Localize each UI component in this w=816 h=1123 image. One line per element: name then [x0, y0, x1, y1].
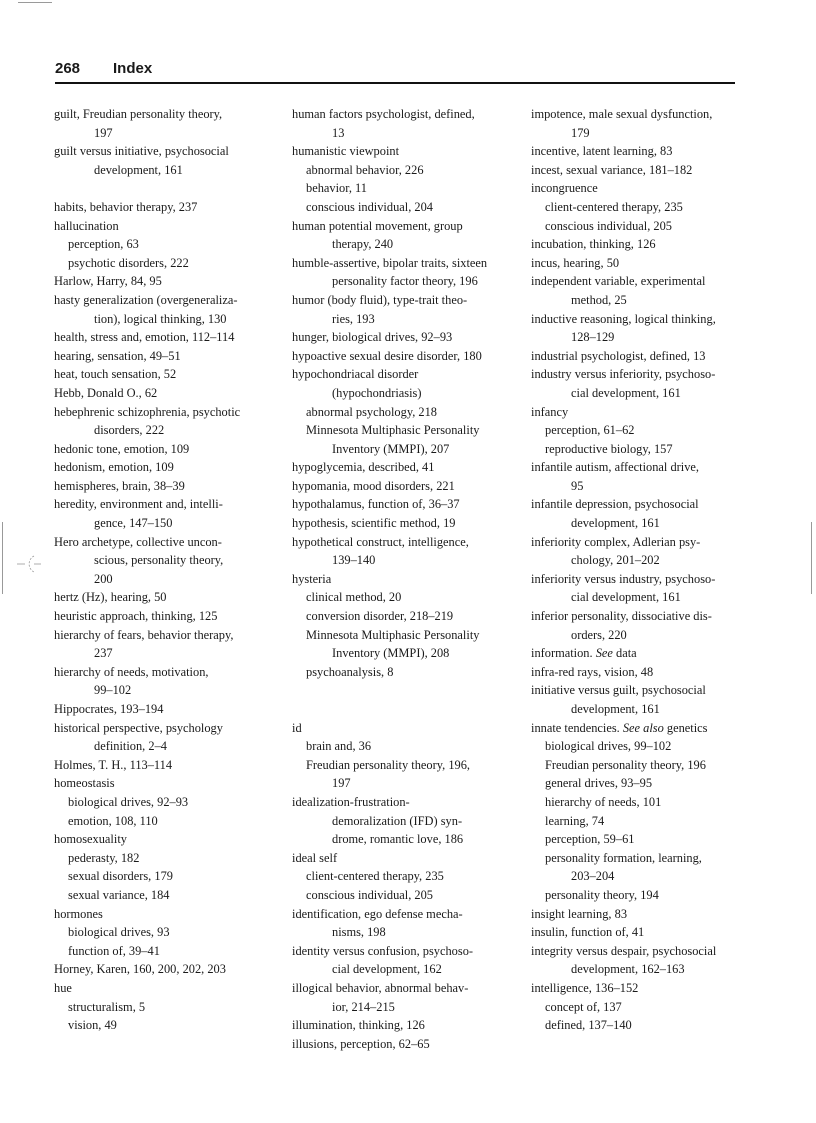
registration-mark-icon	[16, 553, 42, 575]
index-subentry: abnormal behavior, 226	[306, 162, 424, 177]
index-entry: initiative versus guilt, psychosocial	[531, 683, 706, 698]
index-entry: Hebb, Donald O., 62	[54, 385, 158, 400]
index-subentry: sexual disorders, 179	[68, 869, 173, 884]
index-entry: infantile autism, affectional drive,	[531, 460, 700, 475]
index-entry: hue	[54, 980, 72, 995]
index-subentry: emotion, 108, 110	[68, 813, 158, 828]
index-entry-continuation: 203–204	[571, 869, 615, 884]
index-subentry: client-centered therapy, 235	[545, 199, 683, 214]
index-entry: hypothesis, scientific method, 19	[292, 516, 456, 531]
index-entry: heat, touch sensation, 52	[54, 367, 177, 382]
index-entry-continuation: cial development, 161	[571, 590, 681, 605]
index-entry-continuation: personality factor theory, 196	[332, 274, 478, 289]
index-subentry: perception, 61–62	[545, 423, 635, 438]
index-subentry: Minnesota Multiphasic Personality	[306, 627, 480, 642]
index-entry: inductive reasoning, logical thinking,	[531, 311, 716, 326]
index-entry: humble-assertive, bipolar traits, sixteen	[292, 255, 488, 270]
index-entry: Hero archetype, collective uncon-	[54, 534, 222, 549]
index-column-3	[531, 105, 753, 1035]
index-subentry: psychoanalysis, 8	[306, 664, 394, 679]
index-entry: impotence, male sexual dysfunction,	[531, 107, 713, 121]
index-entry: industry versus inferiority, psychoso-	[531, 367, 716, 382]
index-entry: ideal self	[292, 850, 338, 865]
left-edge-mark	[2, 522, 3, 594]
index-subentry: clinical method, 20	[306, 590, 402, 605]
index-subentry: Freudian personality theory, 196	[545, 757, 706, 772]
index-subentry: biological drives, 92–93	[68, 794, 189, 809]
index-entry-continuation: definition, 2–4	[94, 739, 167, 754]
index-entry: insulin, function of, 41	[531, 925, 645, 940]
index-entry: identification, ego defense mecha-	[292, 906, 463, 921]
index-entry: incongruence	[531, 181, 598, 196]
index-entry: guilt versus initiative, psychosocial	[54, 144, 229, 159]
index-entry: incubation, thinking, 126	[531, 237, 656, 252]
index-entry-continuation: nisms, 198	[332, 925, 386, 940]
index-subentry: conversion disorder, 218–219	[306, 609, 454, 624]
index-subentry: conscious individual, 205	[306, 887, 433, 902]
index-subentry: biological drives, 93	[68, 925, 170, 940]
index-spacer	[292, 700, 514, 719]
index-entry	[531, 719, 753, 738]
index-entry-continuation: 139–140	[332, 553, 376, 568]
index-entry: insight learning, 83	[531, 906, 628, 921]
index-entry: hypomania, mood disorders, 221	[292, 478, 455, 493]
index-entry: illusions, perception, 62–65	[292, 1036, 430, 1051]
index-entry: integrity versus despair, psychosocial	[531, 943, 717, 958]
index-spacer	[54, 179, 274, 198]
index-subentry: learning, 74	[545, 813, 605, 828]
index-entry: Holmes, T. H., 113–114	[54, 757, 173, 772]
index-entry: infancy	[531, 404, 569, 419]
index-entry-continuation: 99–102	[94, 683, 132, 698]
index-subentry: perception, 59–61	[545, 832, 635, 847]
index-entry	[531, 644, 753, 663]
page-header	[55, 58, 735, 84]
index-entry-continuation: development, 162–163	[571, 962, 685, 977]
right-edge-mark	[811, 522, 812, 594]
index-entry-continuation: 128–129	[571, 330, 615, 345]
index-entry: homosexuality	[54, 832, 127, 847]
index-entry-continuation: disorders, 222	[94, 423, 165, 438]
index-subentry: concept of, 137	[545, 999, 622, 1014]
index-entry-continuation: 95	[571, 478, 584, 493]
index-column-2	[292, 105, 514, 1053]
index-entry-continuation: 13	[332, 125, 345, 140]
index-entry: habits, behavior therapy, 237	[54, 199, 198, 214]
index-entry: id	[292, 720, 302, 735]
index-subentry: biological drives, 99–102	[545, 739, 672, 754]
index-entry-continuation: 197	[332, 776, 351, 791]
index-entry-text: information.	[531, 646, 596, 661]
index-entry-continuation: ior, 214–215	[332, 999, 395, 1014]
index-entry-continuation: (hypochondriasis)	[332, 385, 422, 400]
index-entry: guilt, Freudian personality theory,	[54, 107, 223, 121]
index-entry: infra-red rays, vision, 48	[531, 664, 654, 679]
index-entry: hypochondriacal disorder	[292, 367, 419, 382]
index-entry-continuation: Inventory (MMPI), 207	[332, 441, 450, 456]
index-entry: health, stress and, emotion, 112–114	[54, 330, 235, 345]
index-entry-continuation: method, 25	[571, 292, 627, 307]
index-subentry: pederasty, 182	[68, 850, 140, 865]
index-subentry: reproductive biology, 157	[545, 441, 673, 456]
index-entry-continuation: cial development, 162	[332, 962, 442, 977]
index-entry: hallucination	[54, 218, 119, 233]
cross-reference-label: See also	[622, 720, 664, 735]
index-entry-continuation: development, 161	[571, 702, 660, 716]
index-entry: Horney, Karen, 160, 200, 202, 203	[54, 962, 226, 977]
index-entry: hedonic tone, emotion, 109	[54, 441, 190, 456]
index-entry-continuation: gence, 147–150	[94, 516, 173, 531]
index-spacer	[292, 681, 514, 700]
index-subentry: abnormal psychology, 218	[306, 404, 437, 419]
index-subentry: sexual variance, 184	[68, 887, 170, 902]
index-entry-text: innate tendencies.	[531, 720, 623, 735]
index-subentry: personality formation, learning,	[545, 850, 702, 865]
index-entry: intelligence, 136–152	[531, 980, 639, 995]
index-subentry: function of, 39–41	[68, 943, 160, 958]
index-entry: hunger, biological drives, 92–93	[292, 330, 453, 345]
index-entry: hypothetical construct, intelligence,	[292, 534, 469, 549]
index-entry: illogical behavior, abnormal behav-	[292, 980, 469, 995]
index-entry: illumination, thinking, 126	[292, 1018, 425, 1033]
index-entry: hertz (Hz), hearing, 50	[54, 590, 167, 605]
cross-reference-label: See	[595, 646, 613, 661]
index-entry: hemispheres, brain, 38–39	[54, 478, 185, 493]
index-entry-continuation: scious, personality theory,	[94, 553, 224, 568]
index-subentry: general drives, 93–95	[545, 776, 653, 791]
index-entry: humor (body fluid), type-trait theo-	[292, 292, 468, 307]
index-entry: historical perspective, psychology	[54, 720, 223, 735]
index-entry-continuation: 237	[94, 646, 113, 661]
index-entry: hypoactive sexual desire disorder, 180	[292, 348, 482, 363]
index-entry: incus, hearing, 50	[531, 255, 620, 270]
index-subentry: client-centered therapy, 235	[306, 869, 444, 884]
index-subentry: conscious individual, 204	[306, 199, 433, 214]
index-entry: inferiority complex, Adlerian psy-	[531, 534, 701, 549]
index-entry-continuation: drome, romantic love, 186	[332, 832, 464, 847]
index-entry: homeostasis	[54, 776, 115, 791]
section-title: Index	[113, 60, 153, 77]
index-entry-continuation: 200	[94, 571, 113, 586]
index-entry-continuation: cial development, 161	[571, 385, 681, 400]
page-number: 268	[55, 60, 81, 77]
index-entry: hierarchy of needs, motivation,	[54, 664, 209, 679]
index-entry: Hippocrates, 193–194	[54, 702, 164, 716]
index-entry: hearing, sensation, 49–51	[54, 348, 181, 363]
index-subentry: defined, 137–140	[545, 1018, 632, 1033]
index-entry: human potential movement, group	[292, 218, 463, 233]
index-entry-continuation: development, 161	[571, 516, 660, 531]
index-entry-text: genetics	[663, 720, 708, 735]
index-subentry: brain and, 36	[306, 739, 372, 754]
index-entry-continuation: therapy, 240	[332, 237, 394, 252]
index-entry: identity versus confusion, psychoso-	[292, 943, 474, 958]
index-entry: hebephrenic schizophrenia, psychotic	[54, 404, 241, 419]
index-subentry: structuralism, 5	[68, 999, 146, 1014]
index-entry: heuristic approach, thinking, 125	[54, 609, 218, 624]
index-subentry: behavior, 11	[306, 181, 367, 196]
index-entry: incentive, latent learning, 83	[531, 144, 673, 159]
index-entry-continuation: development, 161	[94, 162, 183, 177]
index-entry: infantile depression, psychosocial	[531, 497, 699, 512]
index-subentry: psychotic disorders, 222	[68, 255, 189, 270]
index-entry: hypothalamus, function of, 36–37	[292, 497, 460, 512]
index-entry-continuation: 197	[94, 125, 113, 140]
index-entry: hedonism, emotion, 109	[54, 460, 174, 475]
index-entry-continuation: ries, 193	[332, 311, 375, 326]
index-entry: idealization-frustration-	[292, 794, 410, 809]
index-entry: independent variable, experimental	[531, 274, 706, 289]
index-entry: hysteria	[292, 571, 332, 586]
index-entry: humanistic viewpoint	[292, 144, 400, 159]
index-entry: incest, sexual variance, 181–182	[531, 162, 693, 177]
index-subentry: personality theory, 194	[545, 887, 659, 902]
index-entry: human factors psychologist, defined,	[292, 107, 475, 121]
index-entry: hasty generalization (overgeneraliza-	[54, 292, 238, 307]
index-entry-continuation: 179	[571, 125, 590, 140]
index-entry: Harlow, Harry, 84, 95	[54, 274, 162, 289]
index-subentry: Minnesota Multiphasic Personality	[306, 423, 480, 438]
index-subentry: vision, 49	[68, 1018, 117, 1033]
index-entry: inferiority versus industry, psychoso-	[531, 571, 716, 586]
index-entry-continuation: demoralization (IFD) syn-	[332, 813, 463, 828]
index-entry: hormones	[54, 906, 103, 921]
index-entry-continuation: Inventory (MMPI), 208	[332, 646, 450, 661]
index-entry-continuation: tion), logical thinking, 130	[94, 311, 227, 326]
index-entry: hypoglycemia, described, 41	[292, 460, 435, 475]
index-entry: hierarchy of fears, behavior therapy,	[54, 627, 234, 642]
index-entry: inferior personality, dissociative dis-	[531, 609, 712, 624]
index-entry-continuation: orders, 220	[571, 627, 627, 642]
index-entry-continuation: chology, 201–202	[571, 553, 660, 568]
index-column-1	[54, 105, 274, 1035]
index-subentry: conscious individual, 205	[545, 218, 672, 233]
crop-mark	[18, 2, 52, 3]
index-subentry: Freudian personality theory, 196,	[306, 757, 471, 772]
index-subentry: hierarchy of needs, 101	[545, 794, 662, 809]
index-subentry: perception, 63	[68, 237, 139, 252]
index-entry: heredity, environment and, intelli-	[54, 497, 223, 512]
index-entry-text: data	[612, 646, 637, 661]
index-entry: industrial psychologist, defined, 13	[531, 348, 706, 363]
